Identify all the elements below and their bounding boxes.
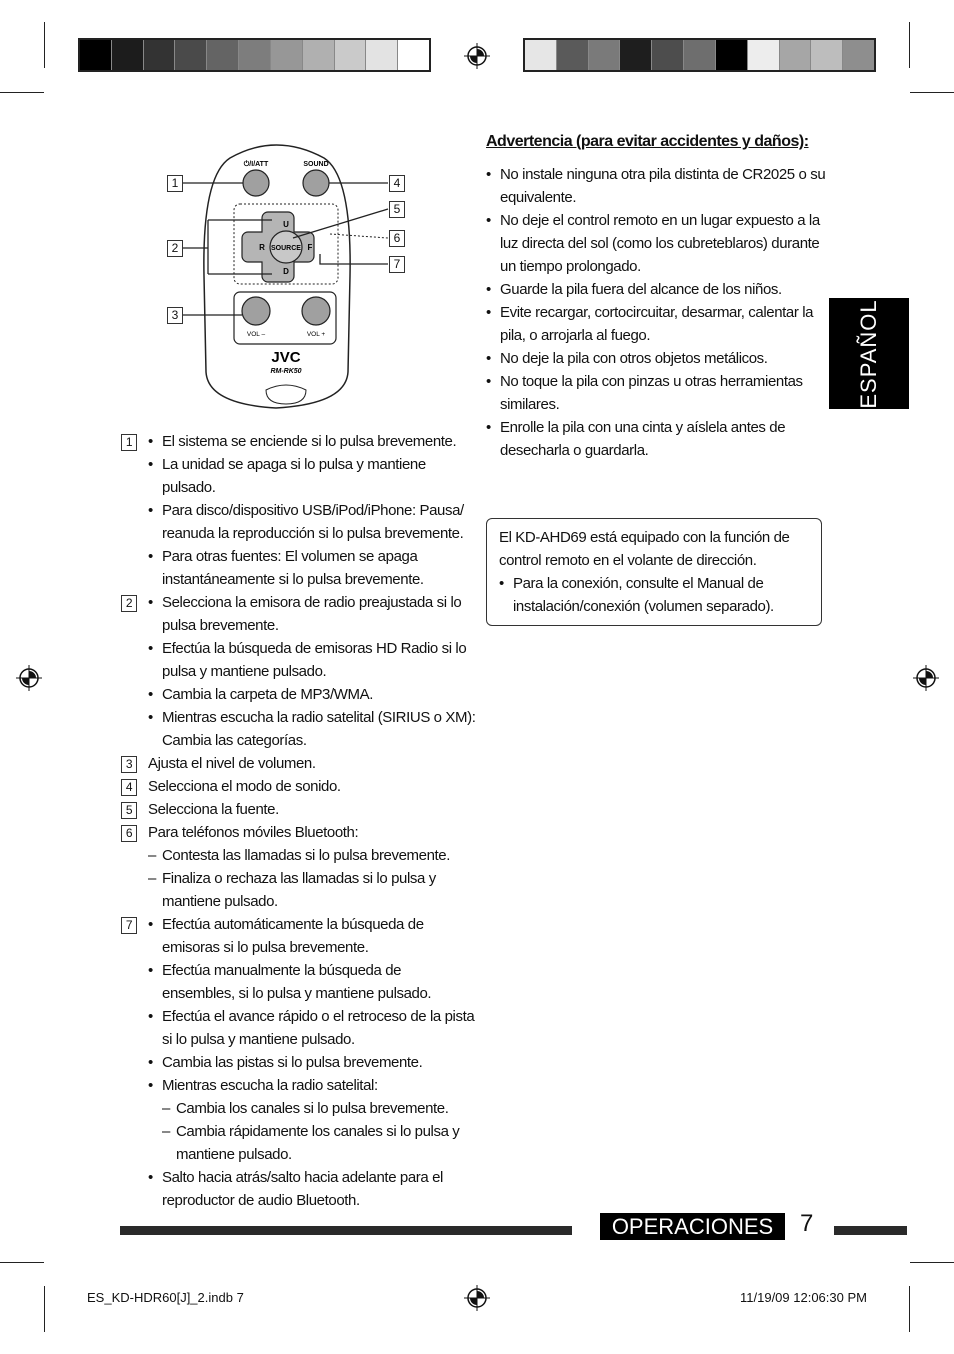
color-swatch [525, 40, 557, 70]
brand-logo: JVC [271, 349, 301, 366]
warning-item-line: similares. [500, 396, 560, 413]
list-number-6: 6 [121, 825, 137, 842]
note-bullet: • [499, 575, 504, 592]
list-bullet: – [162, 1123, 170, 1140]
warning-bullet: • [486, 281, 491, 298]
key-u-label: U [283, 220, 289, 229]
list-item-line: pulsa brevemente. [162, 617, 279, 634]
warning-item-line: desecharla o guardarla. [500, 442, 649, 459]
language-tab [829, 298, 909, 409]
key-f-label: F [307, 243, 313, 252]
warning-item-line: un tiempo prolongado. [500, 258, 641, 275]
list-item-line: ensembles, si lo pulsa y mantiene pulsado. [162, 985, 432, 1002]
registration-mark-icon [464, 43, 490, 69]
registration-mark-icon [464, 1285, 490, 1311]
page-number: 7 [800, 1210, 814, 1237]
list-item-line: Selecciona la emisora de radio preajustada si lo [162, 594, 462, 611]
list-bullet: • [148, 640, 153, 657]
list-number-7: 7 [121, 917, 137, 934]
callout-4: 4 [389, 175, 405, 192]
warning-item-line: luz directa del sol (como los cubreteblaros) durante [500, 235, 820, 252]
list-bullet: • [148, 1008, 153, 1025]
callout-2: 2 [167, 240, 183, 257]
key-r-label: R [259, 243, 265, 252]
color-swatch [207, 40, 239, 70]
list-item-line: pulsa y mantiene pulsado. [162, 663, 327, 680]
list-item-line: Mientras escucha la radio satelital: [162, 1077, 378, 1094]
vol-plus-label: VOL + [306, 331, 326, 338]
callout-5: 5 [389, 201, 405, 218]
list-item-line: mantiene pulsado. [176, 1146, 292, 1163]
list-bullet: • [148, 456, 153, 473]
list-bullet: • [148, 709, 153, 726]
color-swatch [620, 40, 652, 70]
list-item-line: Efectúa el avance rápido o el retroceso de la pista [162, 1008, 475, 1025]
note-line: control remoto en el volante de dirección. [499, 552, 757, 569]
color-swatch [239, 40, 271, 70]
list-number-2: 2 [121, 595, 137, 612]
warning-bullet: • [486, 373, 491, 390]
color-swatch [716, 40, 748, 70]
list-item-line: El sistema se enciende si lo pulsa brevemente. [162, 433, 457, 450]
warning-item-line: Guarde la pila fuera del alcance de los niños. [500, 281, 782, 298]
list-item-line: Finaliza o rechaza las llamadas si lo pulsa y [162, 870, 436, 887]
list-bullet: • [148, 548, 153, 565]
list-number-3: 3 [121, 756, 137, 773]
color-swatch [652, 40, 684, 70]
color-swatch [684, 40, 716, 70]
list-item-text: Selecciona la fuente. [148, 801, 279, 818]
vol-minus-button[interactable] [242, 297, 270, 325]
list-bullet: • [148, 686, 153, 703]
warning-item-line: No deje el control remoto en un lugar expuesto a la [500, 212, 820, 229]
color-swatch [144, 40, 176, 70]
color-swatch [748, 40, 780, 70]
registration-mark-icon [913, 665, 939, 691]
warning-item-line: pila, o arrojarla al fuego. [500, 327, 651, 344]
color-swatch [303, 40, 335, 70]
list-item-line: Efectúa manualmente la búsqueda de [162, 962, 402, 979]
list-bullet: – [148, 870, 156, 887]
list-bullet: • [148, 502, 153, 519]
remote-control-illustration [160, 136, 420, 412]
warning-item-line: No toque la pila con pinzas u otras herramientas [500, 373, 803, 390]
callout-6: 6 [389, 230, 405, 247]
warning-item-line: Enrolle la pila con una cinta y aíslela antes de [500, 419, 786, 436]
list-bullet: • [148, 962, 153, 979]
list-item-line: Contesta las llamadas si lo pulsa brevemente. [162, 847, 450, 864]
list-item-line: reanuda la reproducción si lo pulsa brevemente. [162, 525, 464, 542]
warning-bullet: • [486, 304, 491, 321]
warning-bullet: • [486, 350, 491, 367]
list-bullet: – [162, 1100, 170, 1117]
note-bullet-line: instalación/conexión (volumen separado). [513, 598, 774, 615]
list-item-line: La unidad se apaga si lo pulsa y mantiene [162, 456, 426, 473]
color-swatch [80, 40, 112, 70]
power-att-label: ⏻/I/ATT [243, 161, 269, 168]
model-label: RM-RK50 [270, 368, 302, 375]
color-swatch [335, 40, 367, 70]
language-tab-label: ESPAÑOL [856, 299, 881, 409]
footer-timestamp: 11/19/09 12:06:30 PM [740, 1290, 867, 1305]
vol-plus-button[interactable] [302, 297, 330, 325]
color-calibration-bar-right [523, 38, 876, 72]
list-item-text: Para teléfonos móviles Bluetooth: [148, 824, 359, 841]
list-number-1: 1 [121, 434, 137, 451]
warning-bullet: • [486, 212, 491, 229]
color-swatch [589, 40, 621, 70]
registration-mark-icon [16, 665, 42, 691]
color-swatch [175, 40, 207, 70]
list-item-line: instantáneamente si lo pulsa brevemente. [162, 571, 424, 588]
color-swatch [366, 40, 398, 70]
footer-rule-right [834, 1226, 907, 1235]
list-item-line: pulsado. [162, 479, 216, 496]
sound-label: SOUND [303, 161, 329, 168]
callout-1: 1 [167, 175, 183, 192]
list-bullet: • [148, 1077, 153, 1094]
sound-button[interactable] [303, 170, 329, 196]
footer-file-info: ES_KD-HDR60[J]_2.indb 7 [87, 1290, 244, 1305]
list-item-line: Mientras escucha la radio satelital (SIRIUS o XM): [162, 709, 476, 726]
warning-title: Advertencia (para evitar accidentes y daños): [486, 133, 809, 150]
warning-item-line: equivalente. [500, 189, 577, 206]
list-item-line: Cambia los canales si lo pulsa brevemente. [176, 1100, 449, 1117]
list-number-4: 4 [121, 779, 137, 796]
list-number-5: 5 [121, 802, 137, 819]
list-item-line: emisoras si lo pulsa brevemente. [162, 939, 369, 956]
list-item-line: Efectúa la búsqueda de emisoras HD Radio si lo [162, 640, 467, 657]
list-item-line: Cambia la carpeta de MP3/WMA. [162, 686, 373, 703]
list-bullet: • [148, 1054, 153, 1071]
color-swatch [398, 40, 429, 70]
color-swatch [271, 40, 303, 70]
list-bullet: • [148, 433, 153, 450]
note-bullet-line: Para la conexión, consulte el Manual de [513, 575, 764, 592]
color-swatch [811, 40, 843, 70]
list-item-line: Salto hacia atrás/salto hacia adelante para el [162, 1169, 443, 1186]
color-swatch [843, 40, 874, 70]
list-item-line: Para disco/dispositivo USB/iPod/iPhone: Pausa/ [162, 502, 464, 519]
list-item-text: Selecciona el modo de sonido. [148, 778, 341, 795]
list-item-line: mantiene pulsado. [162, 893, 278, 910]
key-d-label: D [283, 267, 289, 276]
list-bullet: – [148, 847, 156, 864]
callout-3: 3 [167, 307, 183, 324]
list-item-line: Cambia las categorías. [162, 732, 307, 749]
warning-item-line: No deje la pila con otros objetos metálicos. [500, 350, 768, 367]
power-att-button[interactable] [243, 170, 269, 196]
warning-item-line: No instale ninguna otra pila distinta de CR2025 o su [500, 166, 826, 183]
list-item-line: Efectúa automáticamente la búsqueda de [162, 916, 424, 933]
footer-rule-left [120, 1226, 572, 1235]
list-item-line: Cambia las pistas si lo pulsa brevemente. [162, 1054, 423, 1071]
warning-bullet: • [486, 166, 491, 183]
color-calibration-bar-left [78, 38, 431, 72]
color-swatch [112, 40, 144, 70]
source-label: SOURCE [271, 245, 301, 252]
list-bullet: • [148, 916, 153, 933]
list-item-line: reproductor de audio Bluetooth. [162, 1192, 360, 1209]
section-tab: OPERACIONES [600, 1213, 785, 1240]
color-swatch [557, 40, 589, 70]
list-item-line: si lo pulsa y mantiene pulsado. [162, 1031, 355, 1048]
list-item-text: Ajusta el nivel de volumen. [148, 755, 316, 772]
warning-bullet: • [486, 419, 491, 436]
list-item-line: Para otras fuentes: El volumen se apaga [162, 548, 418, 565]
list-bullet: • [148, 1169, 153, 1186]
vol-minus-label: VOL – [246, 331, 266, 338]
list-item-line: Cambia rápidamente los canales si lo pulsa y [176, 1123, 460, 1140]
color-swatch [780, 40, 812, 70]
note-line: El KD-AHD69 está equipado con la función de [499, 529, 790, 546]
warning-item-line: Evite recargar, cortocircuitar, desarmar, calentar la [500, 304, 814, 321]
list-bullet: • [148, 594, 153, 611]
callout-7: 7 [389, 256, 405, 273]
